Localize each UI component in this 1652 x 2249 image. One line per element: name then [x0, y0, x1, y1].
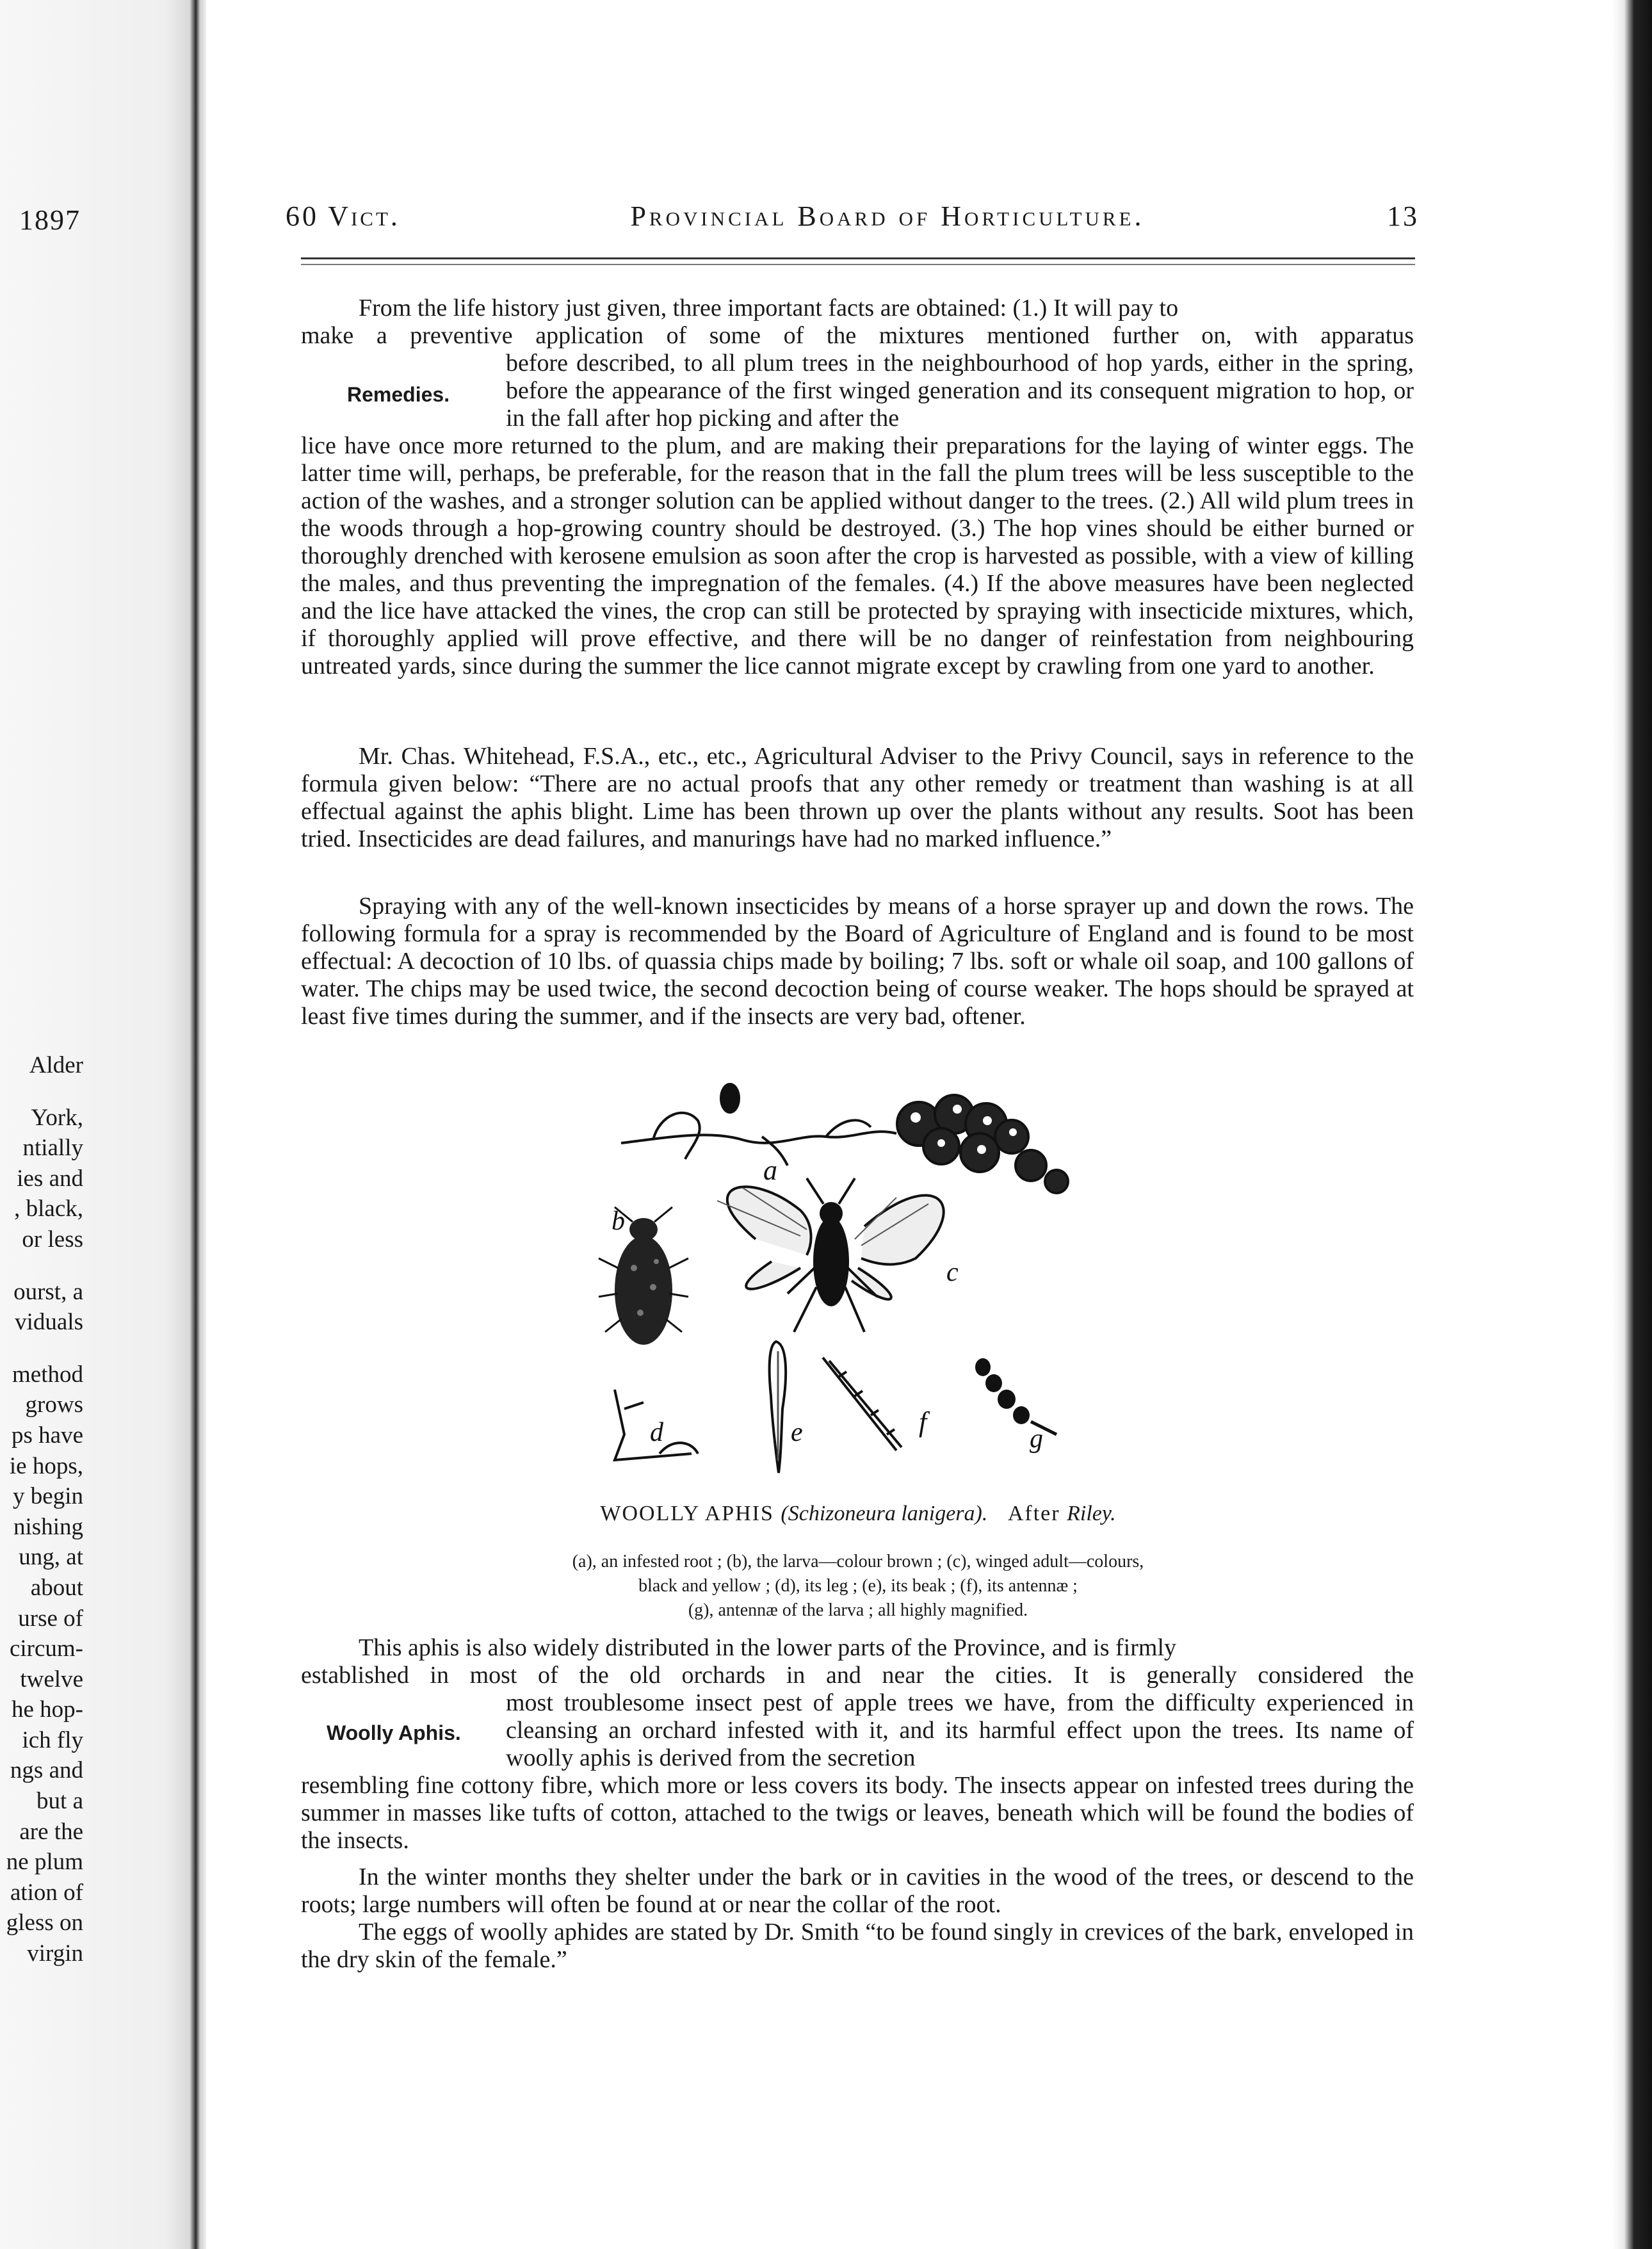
fragment: grows: [25, 1392, 83, 1418]
header-rule: [301, 257, 1415, 259]
legend-line: (g), antennæ of the larva ; all highly magnified.: [688, 1600, 1028, 1620]
caption-author: Riley.: [1067, 1502, 1116, 1525]
fragment: nishing: [13, 1513, 83, 1540]
previous-page-fragments: [0, 1050, 83, 1969]
fragment: about: [30, 1574, 83, 1601]
remedies-line-1: From the life history just given, three important facts are obtained: (1.) It will pay to: [359, 295, 1179, 321]
remedies-line-2: make a preventive application of some of the mixtures mentioned further on, with apparatus: [301, 322, 1414, 349]
whitehead-paragraph: [301, 743, 1414, 853]
fragment: Alder: [29, 1052, 83, 1078]
fragment: ntially: [22, 1135, 83, 1162]
remedies-rest: lice have once more returned to the plum, and are making their preparations for the laying of winter eggs. The latter time will, perhaps, be preferable, for the reason that in the fall the plum trees will be less susceptible to the action of the washes, and a stronger solution can be applied without danger to the trees. (2.) All wild plum trees in the woods through a hop-growing country should be destroyed. (3.) The hop vines should be either burned or thoroughly drenched with kerosene emulsion as soon after the crop is harvested as possible, with a view of killing the males, and thus preventing the impregnation of the females. (4.) If the above measures have been neglected and the lice have attacked the vines, the crop can still be protected by spraying with insecticide mixtures, which, if thoroughly applied will prove effective, and there will be no danger of reinfestation from neighbouring untreated yards, since during the summer the lice cannot migrate except by crawling from one yard to another.: [301, 432, 1414, 679]
fragment: ies and: [17, 1165, 83, 1192]
fragment: gless on: [6, 1910, 83, 1936]
legend-line: black and yellow ; (d), its leg ; (e), its beak ; (f), its antennæ ;: [638, 1576, 1078, 1596]
woolly-line-2: established in most of the old orchards in and near the cities. It is generally considered the: [301, 1662, 1414, 1689]
fragment: ourst, a: [13, 1278, 83, 1305]
winter-paragraph: [301, 1863, 1414, 1919]
fragment: twelve: [20, 1666, 83, 1693]
fragment: [0, 1255, 83, 1277]
winter-text: In the winter months they shelter under the bark or in cavities in the wood of the trees, or descend to the roots; large numbers will often be found at or near the collar of the root.: [301, 1863, 1414, 1918]
page-number: 13: [1387, 200, 1419, 232]
fragment: [0, 1081, 83, 1103]
fragment: but a: [36, 1788, 83, 1815]
fragment: viduals: [15, 1309, 83, 1336]
caption-species: (Schizoneura lanigera).: [781, 1502, 988, 1525]
fragment: method: [12, 1361, 83, 1388]
caption-after: After: [1007, 1502, 1060, 1525]
eggs-paragraph: [301, 1919, 1414, 1974]
book-edge: [1612, 0, 1652, 2249]
fragment: or less: [22, 1226, 83, 1253]
whitehead-text: Mr. Chas. Whitehead, F.S.A., etc., etc., Agricultural Adviser to the Privy Council, says in reference to the formula given below: “There are no actual proofs that any other remedy or treatment than washing is at all effectual against the aphis blight. Lime has been thrown up over the plants without any results. Soot has been tried. Insecticides are dead failures, and manurings have had no marked influence.”: [301, 743, 1414, 852]
spraying-paragraph: [301, 893, 1414, 1030]
fragment: circum-: [9, 1636, 83, 1662]
winged-adult-drawing: [717, 1178, 944, 1332]
woolly-line-1: This aphis is also widely distributed in the lower parts of the Province, and is firmly: [359, 1634, 1177, 1661]
fragment: he hop-: [12, 1696, 83, 1723]
previous-page-year: 1897: [19, 204, 81, 236]
fragment: ps have: [12, 1422, 83, 1449]
label-d: d: [650, 1418, 663, 1447]
woolly-rest: resembling fine cottony fibre, which more or less covers its body. The insects appear on infested trees during the summer in masses like tufts of cotton, attached to the twigs or leaves, beneath which will be found the bodies of the insects.: [301, 1772, 1414, 1854]
header-rule-thin: [301, 264, 1415, 265]
label-g: g: [1030, 1424, 1043, 1454]
fragment: virgin: [27, 1940, 83, 1967]
running-header: [286, 200, 1419, 238]
label-a: a: [763, 1155, 777, 1186]
fragment: urse of: [18, 1605, 83, 1632]
fragment: ung, at: [19, 1544, 83, 1571]
fragment: y begin: [13, 1483, 83, 1510]
fragment: ation of: [10, 1879, 83, 1906]
caption-title: WOOLLY APHIS: [600, 1502, 774, 1525]
fragment: are the: [19, 1818, 83, 1845]
fragment: York,: [31, 1104, 83, 1131]
woolly-indented: most troublesome insect pest of apple trees we have, from the difficulty experienced in cleansing an orchard infested with it, and its harmful effect upon the trees. Its name of woolly aphis is derived from the secretion: [506, 1689, 1414, 1771]
label-f: f: [919, 1406, 927, 1438]
woolly-aphis-illustration: [595, 1076, 1159, 1486]
figure-legend: [448, 1550, 1268, 1623]
woolly-paragraph: [301, 1634, 1414, 1855]
beak-drawing: [770, 1342, 786, 1473]
sidenote-woolly-aphis: Woolly Aphis.: [327, 1721, 461, 1744]
figure-caption: [301, 1502, 1415, 1526]
label-e: e: [791, 1418, 803, 1447]
antenna-drawing: [823, 1358, 902, 1450]
sidenote-remedies: Remedies.: [347, 383, 450, 406]
fragment: ne plum: [6, 1849, 83, 1876]
legend-line: (a), an infested root ; (b), the larva—colour brown ; (c), winged adult—colours,: [572, 1552, 1144, 1571]
eggs-text: The eggs of woolly aphides are stated by Dr. Smith “to be found singly in crevices of the bark, enveloped in the dry skin of the female.”: [301, 1919, 1414, 1973]
remedies-paragraph: [301, 295, 1414, 680]
label-c: c: [946, 1258, 959, 1287]
larva-antenna-drawing: [975, 1358, 1057, 1434]
header-title: Provincial Board of Horticulture.: [630, 200, 1145, 232]
spraying-text: Spraying with any of the well-known insecticides by means of a horse sprayer up and down the rows. The following formula for a spray is recommended by the Board of Agriculture of England and is found to be most effectual: A decoction of 10 lbs. of quassia chips made by boiling; 7 lbs. soft or whale oil soap, and 100 gallons of water. The chips may be used twice, the second decoction being of course weaker. The hops should be sprayed at least five times during the summer, and if the insects are very bad, oftener.: [301, 893, 1414, 1030]
remedies-indented: before described, to all plum trees in the neighbourhood of hop yards, either in the spring, before the appearance of the first winged generation and its consequent migration to hop, or in the fall after hop picking and after the: [506, 350, 1414, 432]
infested-root-drawing: [621, 1084, 1068, 1193]
label-b: b: [611, 1206, 625, 1236]
fragment: [0, 1338, 83, 1360]
fragment: , black,: [14, 1196, 83, 1222]
header-regnal-year: 60 Vict.: [286, 200, 400, 232]
fragment: ie hops,: [9, 1452, 83, 1479]
fragment: ich fly: [22, 1726, 83, 1753]
fragment: ngs and: [10, 1757, 83, 1784]
